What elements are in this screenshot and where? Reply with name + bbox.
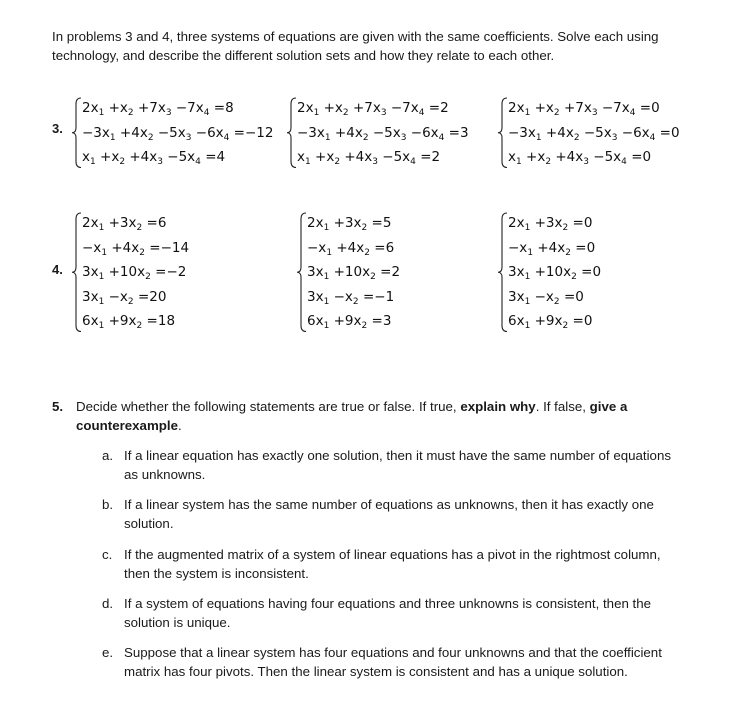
equation: $3x_1 -x_2 =20$	[82, 288, 167, 307]
left-brace	[72, 96, 82, 170]
problem-5-instructions	[76, 397, 676, 435]
statement-text: If the augmented matrix of a system of linear equations has a pivot in the rightmost column, then the system is inconsistent.	[124, 547, 661, 581]
equation: $-x_1 +4x_2 =-14$	[82, 239, 190, 258]
instructions-bold-counterexample: give a counterexample	[76, 399, 628, 433]
statement-text: If a linear system has the same number of equations as unknowns, then it has exactly one solution.	[124, 497, 654, 531]
left-brace	[297, 211, 307, 334]
problem-3-system-1	[72, 96, 274, 170]
problem-4-system-1	[72, 211, 262, 334]
equation: $2x_1 +3x_2 =6$	[82, 215, 167, 233]
left-brace	[498, 96, 508, 170]
problem-3-system-3	[498, 96, 688, 170]
left-brace	[498, 211, 508, 334]
statement-letter: c.	[102, 547, 113, 562]
equation: $3x_1 -x_2 =-1$	[307, 288, 395, 307]
left-brace	[287, 96, 297, 170]
statement-text: If a system of equations having four equations and three unknowns is consistent, then the solution is unique.	[124, 596, 652, 630]
statement-letter: d.	[102, 596, 114, 611]
statement-text: Suppose that a linear system has four equations and four unknowns and that the coefficient matrix has four pivots. Then the linear system is consistent and has a unique solution.	[124, 645, 662, 679]
instructions-end: .	[177, 418, 182, 433]
equation: $3x_1 +10x_2 =-2$	[82, 264, 187, 282]
equation: $-x_1 +4x_2 =0$	[508, 239, 596, 258]
equation: $x_1 +x_2 +4x_3 -5x_4 =0$	[508, 149, 652, 167]
equation: $-x_1 +4x_2 =6$	[307, 239, 395, 258]
left-brace	[72, 211, 82, 334]
equation: $-3x_1 +4x_2 -5x_3 -6x_4 =0$	[508, 124, 680, 143]
statement-text: If a linear equation has exactly one solution, then it must have the same number of equations as unknowns.	[124, 448, 671, 482]
equation: $2x_1 +3x_2 =0$	[508, 215, 593, 233]
equation: $6x_1 +9x_2 =18$	[82, 313, 176, 331]
equation: $2x_1 +3x_2 =5$	[307, 215, 392, 233]
instructions-mid: . If false,	[535, 399, 590, 414]
intro-paragraph: In problems 3 and 4, three systems of equations are given with the same coefficients. Solve each using technology, and describe the different solution sets and how they relate to each other.	[52, 29, 659, 63]
problem-4-system-2	[297, 211, 487, 334]
equation: $3x_1 -x_2 =0$	[508, 288, 584, 307]
statement-letter: e.	[102, 645, 114, 660]
problem-4-number: 4.	[52, 262, 63, 277]
equation: $3x_1 +10x_2 =0$	[508, 264, 602, 282]
equation: $x_1 +x_2 +4x_3 -5x_4 =4$	[82, 149, 226, 167]
equation: $-3x_1 +4x_2 -5x_3 -6x_4 =-12$	[82, 124, 274, 143]
equation: $6x_1 +9x_2 =0$	[508, 313, 593, 331]
equation: $2x_1 +x_2 +7x_3 -7x_4 =2$	[297, 100, 449, 118]
equation: $2x_1 +x_2 +7x_3 -7x_4 =0$	[508, 100, 660, 118]
equation: $-3x_1 +4x_2 -5x_3 -6x_4 =3$	[297, 124, 469, 143]
equation: $3x_1 +10x_2 =2$	[307, 264, 401, 282]
statement-letter: b.	[102, 497, 114, 512]
equation: $6x_1 +9x_2 =3$	[307, 313, 392, 331]
problem-3-system-2	[287, 96, 477, 170]
problem-5-number: 5.	[52, 399, 64, 414]
statement-letter: a.	[102, 448, 114, 463]
problem-4-system-3	[498, 211, 688, 334]
equation: $2x_1 +x_2 +7x_3 -7x_4 =8$	[82, 100, 234, 118]
instructions-lead: Decide whether the following statements are true or false. If true,	[76, 399, 461, 414]
problem-3-number: 3.	[52, 121, 63, 136]
equation: $x_1 +x_2 +4x_3 -5x_4 =2$	[297, 149, 441, 167]
instructions-bold-explain: explain why	[460, 399, 536, 414]
